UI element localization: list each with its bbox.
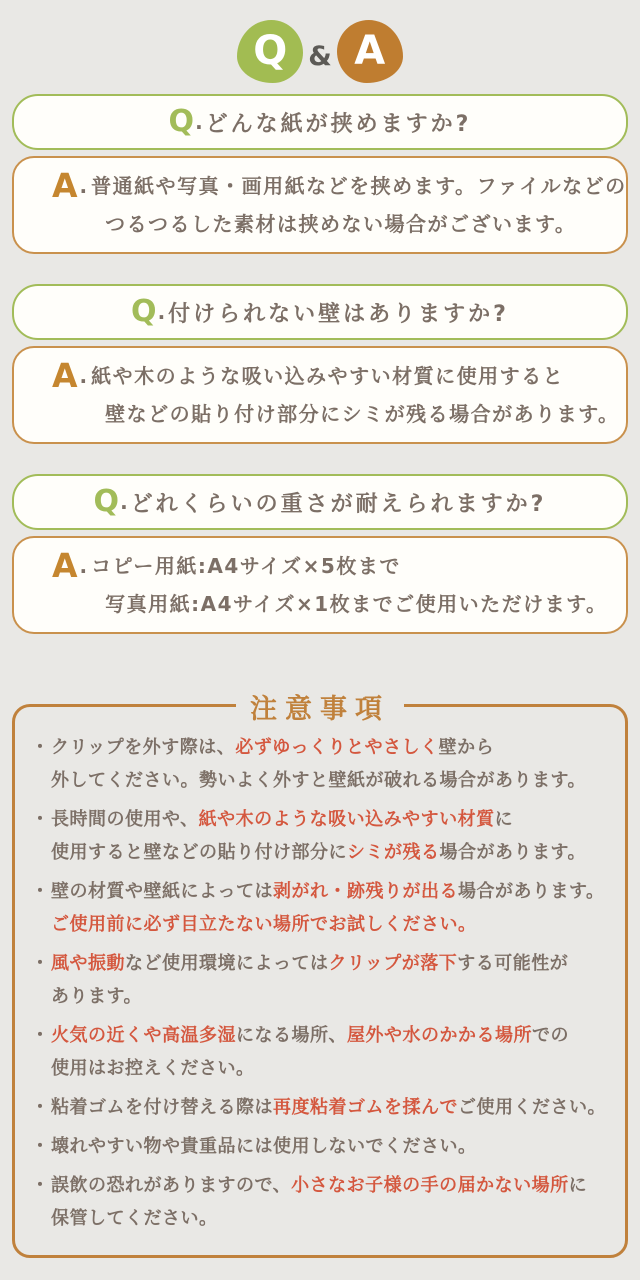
question-text-3: どれくらいの重さが耐えられますか?: [130, 491, 547, 517]
notes-section: [12, 694, 628, 1258]
note-segment: 使用すると壁などの貼り付け部分に: [51, 842, 347, 863]
note-segment: 壁の材質や壁紙によっては: [51, 881, 273, 902]
note-text: [51, 1169, 611, 1235]
qa-header: [12, 0, 628, 84]
answer-line: 普通紙や写真・画用紙などを挟めます。ファイルなどの: [91, 174, 627, 198]
note-line: [51, 875, 611, 908]
note-line: [51, 1091, 611, 1124]
note-item: [31, 1169, 611, 1235]
note-line: [51, 980, 611, 1013]
bullet-dot-icon: ・: [31, 1025, 49, 1046]
note-item: [31, 1091, 611, 1124]
note-segment: 長時間の使用や、: [51, 809, 199, 830]
note-segment: あります。: [51, 986, 143, 1007]
a-letter: A: [52, 356, 78, 395]
note-line: [51, 908, 611, 941]
a-dot: .: [79, 174, 88, 198]
bullet-dot-icon: ・: [31, 881, 49, 902]
note-line: [51, 1052, 611, 1085]
note-segment: ご使用ください。: [458, 1097, 606, 1118]
question-box-2: [12, 284, 628, 340]
note-segment: に: [568, 1175, 588, 1196]
note-segment: に: [494, 809, 514, 830]
question-box-3: [12, 474, 628, 530]
q-dot: .: [195, 110, 203, 134]
bullet-dot-icon: ・: [31, 1097, 49, 1118]
warning-text-red: 剥がれ・跡残りが出る: [273, 881, 458, 902]
note-line: [51, 836, 611, 869]
note-line: [51, 1202, 611, 1235]
ampersand: &: [308, 40, 332, 72]
note-line: [51, 731, 611, 764]
note-segment: 壁から: [438, 737, 495, 758]
note-line: [51, 803, 611, 836]
note-text: [51, 875, 611, 941]
note-text: [51, 947, 611, 1013]
note-line: [51, 1169, 611, 1202]
question-text-1: どんな紙が挟めますか?: [205, 111, 472, 137]
warning-text-red: シミが残る: [347, 842, 440, 863]
answer-line: 写真用紙:A4サイズ×1枚までご使用いただけます。: [105, 592, 608, 616]
warning-text-red: 火気の近くや高温多湿: [51, 1025, 236, 1046]
answer-line: つるつるした素材は挟めない場合がございます。: [105, 212, 577, 236]
bullet-dot-icon: ・: [31, 1175, 49, 1196]
q-dot: .: [120, 490, 128, 514]
q-letter: Q: [131, 294, 157, 329]
note-line: [51, 947, 611, 980]
note-item: [31, 803, 611, 869]
note-item: [31, 875, 611, 941]
warning-text-red: 屋外や水のかかる場所: [347, 1025, 532, 1046]
answer-line: 紙や木のような吸い込みやすい材質に使用すると: [91, 364, 565, 388]
note-item: [31, 1019, 611, 1085]
note-text: [51, 1091, 611, 1124]
warning-text-red: 風や振動: [51, 953, 125, 974]
note-line: [51, 1019, 611, 1052]
warning-text-red: 紙や木のような吸い込みやすい材質: [198, 809, 495, 830]
a-badge-letter: A: [354, 28, 386, 74]
note-segment: での: [532, 1025, 569, 1046]
note-segment: 場合があります。: [458, 881, 605, 902]
question-box-1: [12, 94, 628, 150]
answer-box-3: [12, 536, 628, 634]
bullet-dot-icon: ・: [31, 737, 49, 758]
note-segment: する可能性が: [457, 953, 569, 974]
warning-text-red: クリップが落下: [328, 953, 458, 974]
a-dot: .: [79, 364, 88, 388]
a-dot: .: [79, 554, 88, 578]
question-text-2: 付けられない壁はありますか?: [168, 301, 509, 327]
warning-text-red: 必ずゆっくりとやさしく: [235, 737, 439, 758]
note-text: [51, 1019, 611, 1085]
answer-line: 壁などの貼り付け部分にシミが残る場合があります。: [105, 402, 620, 426]
note-line: [51, 1130, 611, 1163]
answer-box-1: [12, 156, 628, 254]
note-text: [51, 1130, 611, 1163]
note-segment: 壊れやすい物や貴重品には使用しないでください。: [51, 1136, 477, 1157]
note-segment: 場合があります。: [439, 842, 587, 863]
q-badge-icon: [237, 20, 303, 83]
a-letter: A: [52, 166, 78, 205]
note-segment: 粘着ゴムを付け替える際は: [51, 1097, 273, 1118]
note-segment: 誤飲の恐れがありますので、: [51, 1175, 292, 1196]
bullet-dot-icon: ・: [31, 953, 49, 974]
note-segment: など使用環境によっては: [125, 953, 329, 974]
note-segment: になる場所、: [236, 1025, 347, 1046]
q-letter: Q: [93, 484, 120, 519]
q-dot: .: [157, 300, 166, 324]
bullet-dot-icon: ・: [31, 809, 49, 830]
a-badge-icon: [337, 20, 403, 83]
answer-text-3: [91, 547, 607, 623]
note-item: [31, 947, 611, 1013]
warning-text-red: 再度粘着ゴムを揉んで: [273, 1097, 458, 1118]
answer-text-1: [91, 167, 627, 243]
note-segment: クリップを外す際は、: [51, 737, 236, 758]
q-badge-letter: Q: [253, 28, 288, 74]
notes-title: 注意事項: [236, 687, 404, 726]
note-text: [51, 731, 611, 797]
answer-text-2: [91, 357, 619, 433]
note-text: [51, 803, 611, 869]
note-segment: 保管してください。: [51, 1208, 218, 1229]
note-line: [51, 764, 611, 797]
a-letter: A: [52, 546, 78, 585]
note-item: [31, 731, 611, 797]
warning-text-red: 小さなお子様の手の届かない場所: [291, 1175, 569, 1196]
answer-box-2: [12, 346, 628, 444]
warning-text-red: ご使用前に必ず目立たない場所でお試しください。: [51, 914, 477, 935]
note-segment: 外してください。勢いよく外すと壁紙が破れる場合があります。: [51, 770, 587, 791]
note-segment: 使用はお控えください。: [51, 1058, 255, 1079]
q-letter: Q: [168, 104, 195, 139]
notes-list: [31, 731, 611, 1235]
note-item: [31, 1130, 611, 1163]
answer-line: コピー用紙:A4サイズ×5枚まで: [91, 554, 401, 578]
bullet-dot-icon: ・: [31, 1136, 49, 1157]
